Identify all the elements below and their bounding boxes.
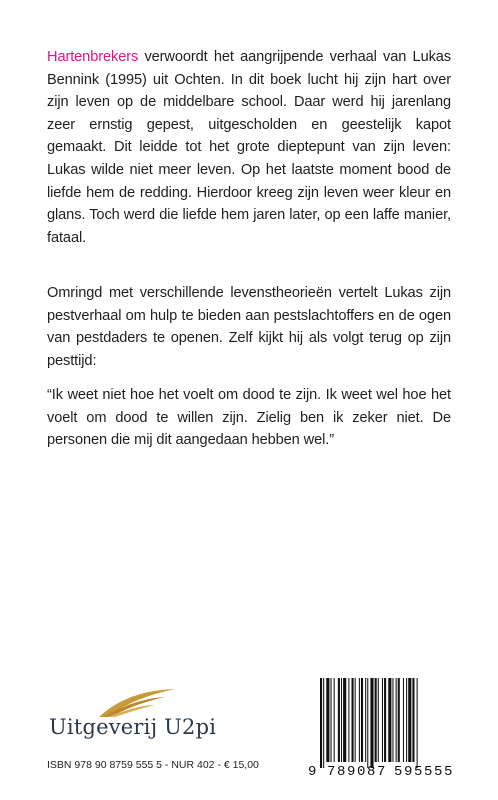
barcode-bar — [343, 678, 346, 762]
barcode-digits — [306, 764, 456, 780]
barcode-bar — [341, 678, 342, 762]
barcode-bar — [355, 678, 356, 762]
book-title-highlight: Hartenbrekers — [47, 49, 139, 65]
barcode-bar — [406, 678, 407, 762]
barcode-bar — [352, 678, 354, 762]
barcode — [306, 676, 456, 788]
barcode-group-right: 595555 — [393, 764, 454, 780]
barcode-bar — [375, 678, 377, 762]
quote-paragraph: “Ik weet niet hoe het voelt om dood te zijn. Ik weet wel hoe het voelt om dood te willen zijn. Zielig ben ik zeker niet. De personen die mij dit aangedaan hebben wel.” — [47, 387, 451, 449]
publisher-logo — [47, 686, 217, 746]
barcode-bar — [331, 678, 332, 762]
barcode-bar — [408, 678, 411, 762]
barcode-bar — [326, 678, 329, 762]
barcode-bar — [367, 678, 368, 768]
barcode-bar — [388, 678, 391, 762]
publisher-name: Uitgeverij U2pi — [49, 715, 217, 739]
barcode-bar — [384, 678, 386, 762]
barcode-bar — [361, 678, 363, 762]
barcode-bar — [396, 678, 397, 762]
intro-text: verwoordt het aangrijpende verhaal van Lukas Bennink (1995) uit Ochten. In dit boek lucht hij zijn hart over zijn leven op de middelbare school. Daar werd hij jarenlang zeer ernstig gepest, uitgescholden en geestelijk kapot gemaakt. Dit leidde tot het grote dieptepunt van zijn leven: Lukas wilde niet meer leven. Op het laatste moment bood de liefde hem de redding. Hierdoor kreeg zijn leven weer kleur en glans. Toch werd die liefde hem jaren later, op een laffe manier, fataal. — [47, 49, 451, 246]
barcode-bar — [348, 678, 349, 762]
barcode-first-digit: 9 — [308, 764, 317, 780]
barcode-bar — [398, 678, 400, 762]
barcode-bar — [334, 678, 335, 762]
isbn-info: ISBN 978 90 8759 555 5 - NUR 402 - € 15,00 — [47, 759, 259, 771]
barcode-bar — [323, 678, 324, 768]
barcode-bar — [382, 678, 383, 762]
barcode-bar — [338, 678, 340, 762]
barcode-bar — [365, 678, 366, 762]
barcode-bar — [359, 678, 360, 762]
intro-paragraph — [47, 46, 451, 249]
barcode-bar — [392, 678, 393, 762]
barcode-bar — [403, 678, 404, 762]
barcode-bar — [320, 678, 322, 768]
barcode-group-left: 789087 — [326, 764, 387, 780]
second-paragraph: Omringd met verschillende levenstheorieën vertelt Lukas zijn pestverhaal om hulp te bieden aan pestslachtoffers en de ogen van pestdaders te openen. Zelf kijkt hij als volgt terug op zijn pesttijd: — [47, 285, 451, 369]
barcode-bar — [412, 678, 414, 762]
barcode-bar — [417, 678, 418, 768]
barcode-bar — [370, 678, 373, 768]
barcode-bar — [378, 678, 379, 762]
